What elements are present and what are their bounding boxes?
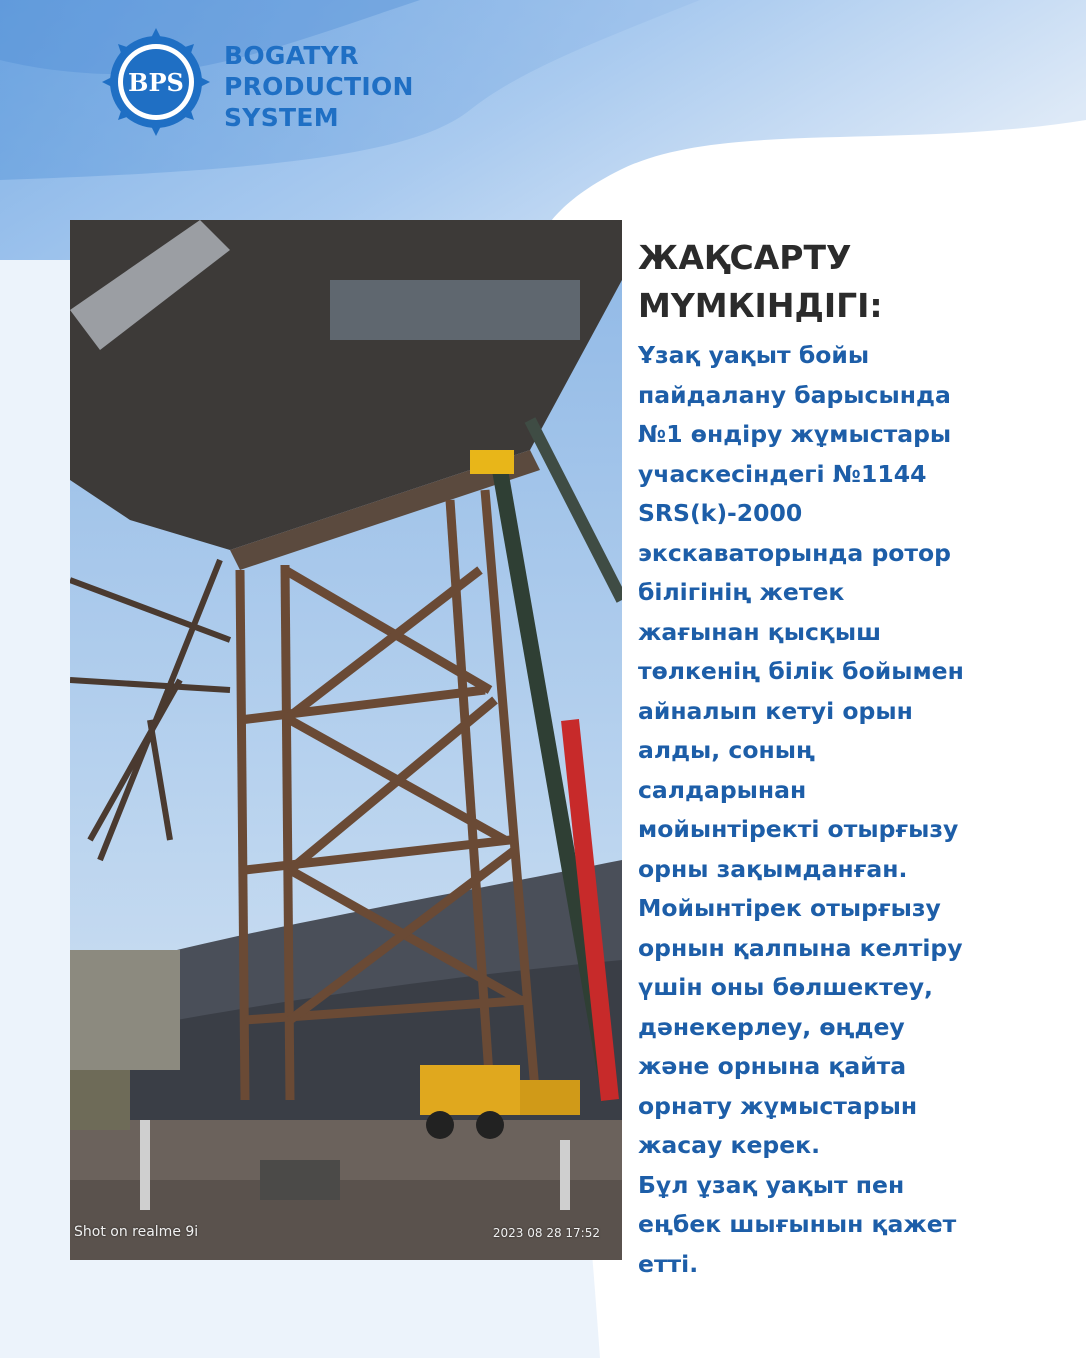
photo-watermark-timestamp: 2023 08 28 17:52 — [492, 1226, 600, 1240]
body-line: Ұзақ уақыт бойы — [638, 341, 870, 369]
body-line: SRS(k)-2000 — [638, 499, 803, 527]
excavator-photo — [70, 220, 622, 1260]
body-line: алды, соның — [638, 736, 815, 764]
body-line: орнату жұмыстарын — [638, 1091, 918, 1120]
body-line: еңбек шығынын қажет — [638, 1210, 957, 1238]
body-line: орнын қалпына келтіру — [638, 933, 963, 962]
body-line: Бұл ұзақ уақыт пен — [638, 1170, 905, 1199]
body-line: учаскесіндегі №1144 — [638, 459, 927, 488]
body-line: орны зақымданған. — [638, 854, 908, 883]
bps-gear-icon — [100, 26, 212, 138]
heading-line-2: МҮМКІНДІГІ: — [638, 286, 883, 325]
heading-line-1: ЖАҚСАРТУ — [638, 238, 852, 277]
article-body — [638, 336, 1078, 1284]
excavator-tower-illustration — [70, 220, 622, 1260]
body-line: дәнекерлеу, өңдеу — [638, 1012, 905, 1041]
body-line: білігінің жетек — [638, 578, 845, 606]
body-line: жасау керек. — [638, 1131, 821, 1159]
body-line: және орнына қайта — [638, 1052, 907, 1080]
article-heading — [638, 234, 1078, 330]
brand-name — [224, 40, 414, 133]
body-line: айналып кетуі орын — [638, 696, 913, 725]
brand-name-line-2: PRODUCTION — [224, 72, 414, 101]
brand-name-line-1: BOGATYR — [224, 41, 359, 70]
body-line: төлкенің білік бойымен — [638, 657, 964, 685]
body-line: салдарынан — [638, 775, 807, 804]
body-line: жағынан қысқыш — [638, 617, 882, 646]
body-line: мойынтіректі отырғызу — [638, 815, 959, 843]
body-line: пайдалану барысында — [638, 380, 951, 409]
brand-logo — [100, 26, 440, 138]
body-line: Мойынтірек отырғызу — [638, 894, 941, 922]
body-line: етті. — [638, 1249, 699, 1278]
brand-name-line-3: SYSTEM — [224, 103, 339, 132]
body-line: үшін оны бөлшектеу, — [638, 973, 933, 1001]
article — [638, 234, 1078, 1284]
photo-watermark-device: Shot on realme 9i — [74, 1224, 199, 1240]
body-line: №1 өндіру жұмыстары — [638, 420, 952, 448]
logo-mark-text: BPS — [128, 68, 184, 97]
body-line: экскаваторында ротор — [638, 538, 951, 567]
